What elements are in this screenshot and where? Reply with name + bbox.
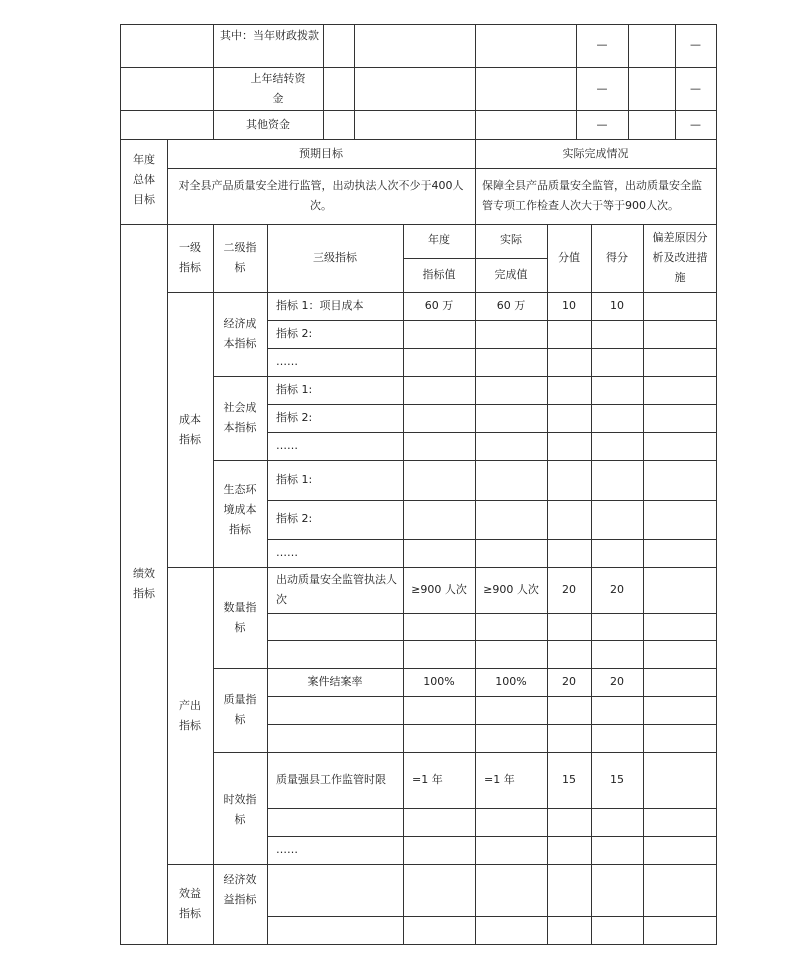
grid-line xyxy=(167,864,717,865)
grid-line xyxy=(267,539,717,540)
grid-line xyxy=(267,696,717,697)
grid-line xyxy=(323,24,324,139)
cost-row-e1: 指标 1：项目成本 xyxy=(276,299,364,312)
dash-cell: — xyxy=(596,82,608,95)
actual-completion-header: 实际完成情况 xyxy=(562,147,629,160)
grid-line xyxy=(267,320,717,321)
level2-header: 二级指标 xyxy=(223,241,257,274)
cost-row-g2: 指标 2: xyxy=(276,512,313,525)
grid-line xyxy=(267,836,717,837)
grid-line xyxy=(267,640,717,641)
dash-cell: — xyxy=(690,38,701,51)
grid-line xyxy=(267,500,717,501)
timeliness-t1-annual: =1 年 xyxy=(412,773,443,786)
cost-indicator-label: 成本指标 xyxy=(179,413,201,446)
quality-ql1-score: 20 xyxy=(562,675,576,688)
quantity-indicator-label: 数量指标 xyxy=(223,601,257,634)
grid-line xyxy=(267,348,717,349)
quantity-q1-annual: ≥900 人次 xyxy=(411,583,467,596)
grid-line xyxy=(267,224,268,944)
economic-benefit-label: 经济效益指标 xyxy=(223,873,257,906)
timeliness-t1-actual: =1 年 xyxy=(484,773,515,786)
prior-year-carryover-label: 上年结转资金 xyxy=(250,72,306,105)
grid-line xyxy=(267,432,717,433)
grid-line xyxy=(213,224,214,944)
quantity-q1-score: 20 xyxy=(562,583,576,596)
expected-goal-header: 预期目标 xyxy=(299,147,343,160)
cost-row-e3: …… xyxy=(276,355,298,368)
economic-cost-label: 经济成本指标 xyxy=(223,317,257,350)
quality-row-1: 案件结案率 xyxy=(307,675,363,688)
output-indicator-label: 产出指标 xyxy=(179,699,201,732)
grid-line xyxy=(120,224,717,225)
grid-line xyxy=(267,613,717,614)
cost-e1-got: 10 xyxy=(610,299,624,312)
quality-ql1-annual: 100% xyxy=(423,675,455,688)
dash-cell: — xyxy=(690,118,701,131)
cost-row-e2: 指标 2: xyxy=(276,327,313,340)
score-value-header: 分值 xyxy=(558,251,580,264)
grid-line xyxy=(213,376,717,377)
quantity-q1-got: 20 xyxy=(610,583,624,596)
grid-line xyxy=(267,916,717,917)
quality-indicator-label: 质量指标 xyxy=(223,693,257,726)
social-cost-label: 社会成本指标 xyxy=(223,401,257,434)
grid-line xyxy=(354,24,355,139)
grid-line xyxy=(716,24,717,944)
grid-line xyxy=(213,752,717,753)
actual-header-bottom: 完成值 xyxy=(494,268,528,281)
grid-line xyxy=(267,724,717,725)
cost-row-g3: …… xyxy=(276,546,298,559)
cost-row-s2: 指标 2: xyxy=(276,411,313,424)
deviation-header: 偏差原因分析及改进措施 xyxy=(652,231,708,284)
actual-completion-text: 保障全县产品质量安全监管，出动质量安全监管专项工作检查人次大于等于900人次。 xyxy=(482,179,702,212)
actual-header-top: 实际 xyxy=(500,233,522,246)
benefit-indicator-label: 效益指标 xyxy=(179,887,201,920)
quantity-row-1: 出动质量安全监管执法人次 xyxy=(276,573,397,606)
grid-line xyxy=(267,404,717,405)
dash-cell: — xyxy=(690,82,701,95)
grid-line xyxy=(167,292,717,293)
grid-line xyxy=(213,460,717,461)
timeliness-indicator-label: 时效指标 xyxy=(223,793,257,826)
timeliness-row-1: 质量强县工作监管时限 xyxy=(276,773,386,786)
eco-env-cost-label: 生态环境成本指标 xyxy=(223,483,257,536)
other-funds-label: 其他资金 xyxy=(246,118,290,131)
level3-header: 三级指标 xyxy=(313,251,357,264)
grid-line xyxy=(628,24,629,139)
expected-goal-text: 对全县产品质量安全进行监管，出动执法人次不少于400人次。 xyxy=(178,179,464,212)
timeliness-t1-score: 15 xyxy=(562,773,576,786)
grid-line xyxy=(267,808,717,809)
annual-header-bottom: 指标值 xyxy=(422,268,456,281)
current-year-fiscal-label: 其中：当年财政拨款 xyxy=(220,29,319,42)
grid-line xyxy=(167,168,717,169)
dash-cell: — xyxy=(596,118,608,131)
timeliness-row-3: …… xyxy=(276,843,298,856)
grid-line xyxy=(167,567,717,568)
cost-e1-annual: 60 万 xyxy=(424,299,454,312)
grid-line xyxy=(167,224,168,944)
annual-goal-label: 年度总体目标 xyxy=(133,153,155,206)
grid-line xyxy=(120,944,717,945)
grid-line xyxy=(643,224,644,944)
quality-ql1-got: 20 xyxy=(610,675,624,688)
grid-line xyxy=(475,24,476,139)
performance-indicators-label: 绩效指标 xyxy=(133,567,155,600)
quality-ql1-actual: 100% xyxy=(495,675,527,688)
cost-row-s1: 指标 1: xyxy=(276,383,313,396)
grid-line xyxy=(213,668,717,669)
cost-row-s3: …… xyxy=(276,439,298,452)
grid-line xyxy=(120,24,121,944)
cost-e1-score: 10 xyxy=(562,299,576,312)
level1-header: 一级指标 xyxy=(179,241,201,274)
timeliness-t1-got: 15 xyxy=(610,773,624,786)
grid-line xyxy=(120,139,717,140)
cost-e1-actual: 60 万 xyxy=(496,299,526,312)
annual-header-top: 年度 xyxy=(428,233,450,246)
quantity-q1-actual: ≥900 人次 xyxy=(483,583,539,596)
dash-cell: — xyxy=(596,38,608,51)
cost-row-g1: 指标 1: xyxy=(276,473,313,486)
score-got-header: 得分 xyxy=(606,251,628,264)
